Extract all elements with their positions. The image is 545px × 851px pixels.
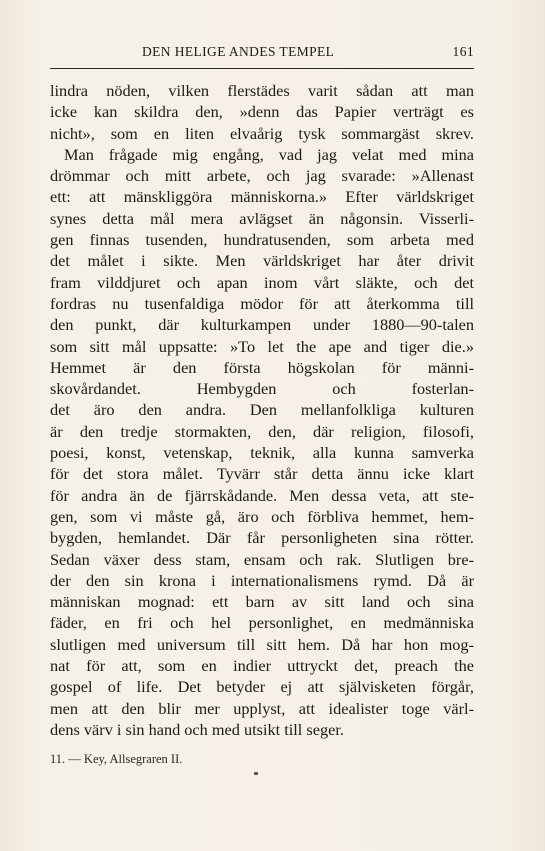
text-line: synes detta mål mera avlägset än någonsin. Visserli- [50,208,474,228]
text-line: Hemmet är den första högskolan för männi- [50,357,474,377]
text-line: Sedan växer dess stam, ensam och rak. Slutligen bre- [50,549,474,569]
text-line: gospel of life. Det betyder ej att självisketen förgår, [50,677,474,697]
text-line: bygden, hemlandet. Där får personligheten sina rötter. [50,528,474,548]
text-line: nicht», som en liten elvaårig tysk sommargäst skrev. [50,123,474,143]
running-head [50,44,474,64]
body-text [50,80,474,740]
text-line: fram vilddjuret och apan inom vårt släkte, och det [50,272,474,292]
text-line: der den sin krona i internationalismens rymd. Då är [50,570,474,590]
text-line: slutligen med universum till sitt hem. Då har hon mog- [50,634,474,654]
text-line: det målet i sikte. Men världskriget har åter drivit [50,251,474,271]
header-rule [50,68,474,69]
text-line: icke kan skildra den, »denn das Papier verträgt es [50,102,474,122]
signature-footnote: 11. — Key, Allsegraren II. [50,752,183,766]
text-line: lindra nöden, vilken flerstädes varit sådan att man [50,81,474,100]
text-line: drömmar och mitt arbete, och jag svarade: »Allenast [50,166,474,186]
text-line: som sitt mål uppsatte: »To let the ape and tiger die.» [50,336,474,356]
text-line: är den tredje stormakten, den, där religion, filosofi, [50,421,474,441]
text-line: gen finnas tusenden, hundratusenden, som arbeta med [50,230,474,250]
text-line: ett: att mänskliggöra människorna.» Efter världskriget [50,187,474,207]
text-line: den punkt, där kulturkampen under 1880—90-talen [50,315,474,335]
text-line: gen, som vi måste gå, äro och förbliva hemmet, hem- [50,506,474,526]
text-line: men att den blir mer upplyst, att idealister toge värl- [50,698,474,718]
text-line: skovårdandet. Hembygden och fosterlan- [50,379,474,399]
running-title: DEN HELIGE ANDES TEMPEL [142,44,335,59]
text-line: Man frågade mig engång, vad jag velat med mina [64,144,474,164]
text-line: för andra än de fjärrskådande. Men dessa veta, att ste- [50,485,474,505]
text-line: fordras nu tusenfaldiga mödor för att återkomma till [50,293,474,313]
text-line: människan mognad: ett barn av sitt land och sina [50,592,474,612]
ink-mark [254,772,258,775]
text-line: dens värv i sin hand och med utsikt till seger. [50,719,344,739]
text-line: för det stora målet. Tyvärr står detta ännu icke klart [50,464,474,484]
text-line: fäder, en fri och hel personlighet, en medmänniska [50,613,474,633]
text-line: nat för att, som en indier uttryckt det, preach the [50,656,474,676]
page-number: 161 [452,44,474,59]
text-line: det äro den andra. Den mellanfolkliga kulturen [50,400,474,420]
text-line: poesi, konst, vetenskap, teknik, alla kunna samverka [50,443,474,463]
